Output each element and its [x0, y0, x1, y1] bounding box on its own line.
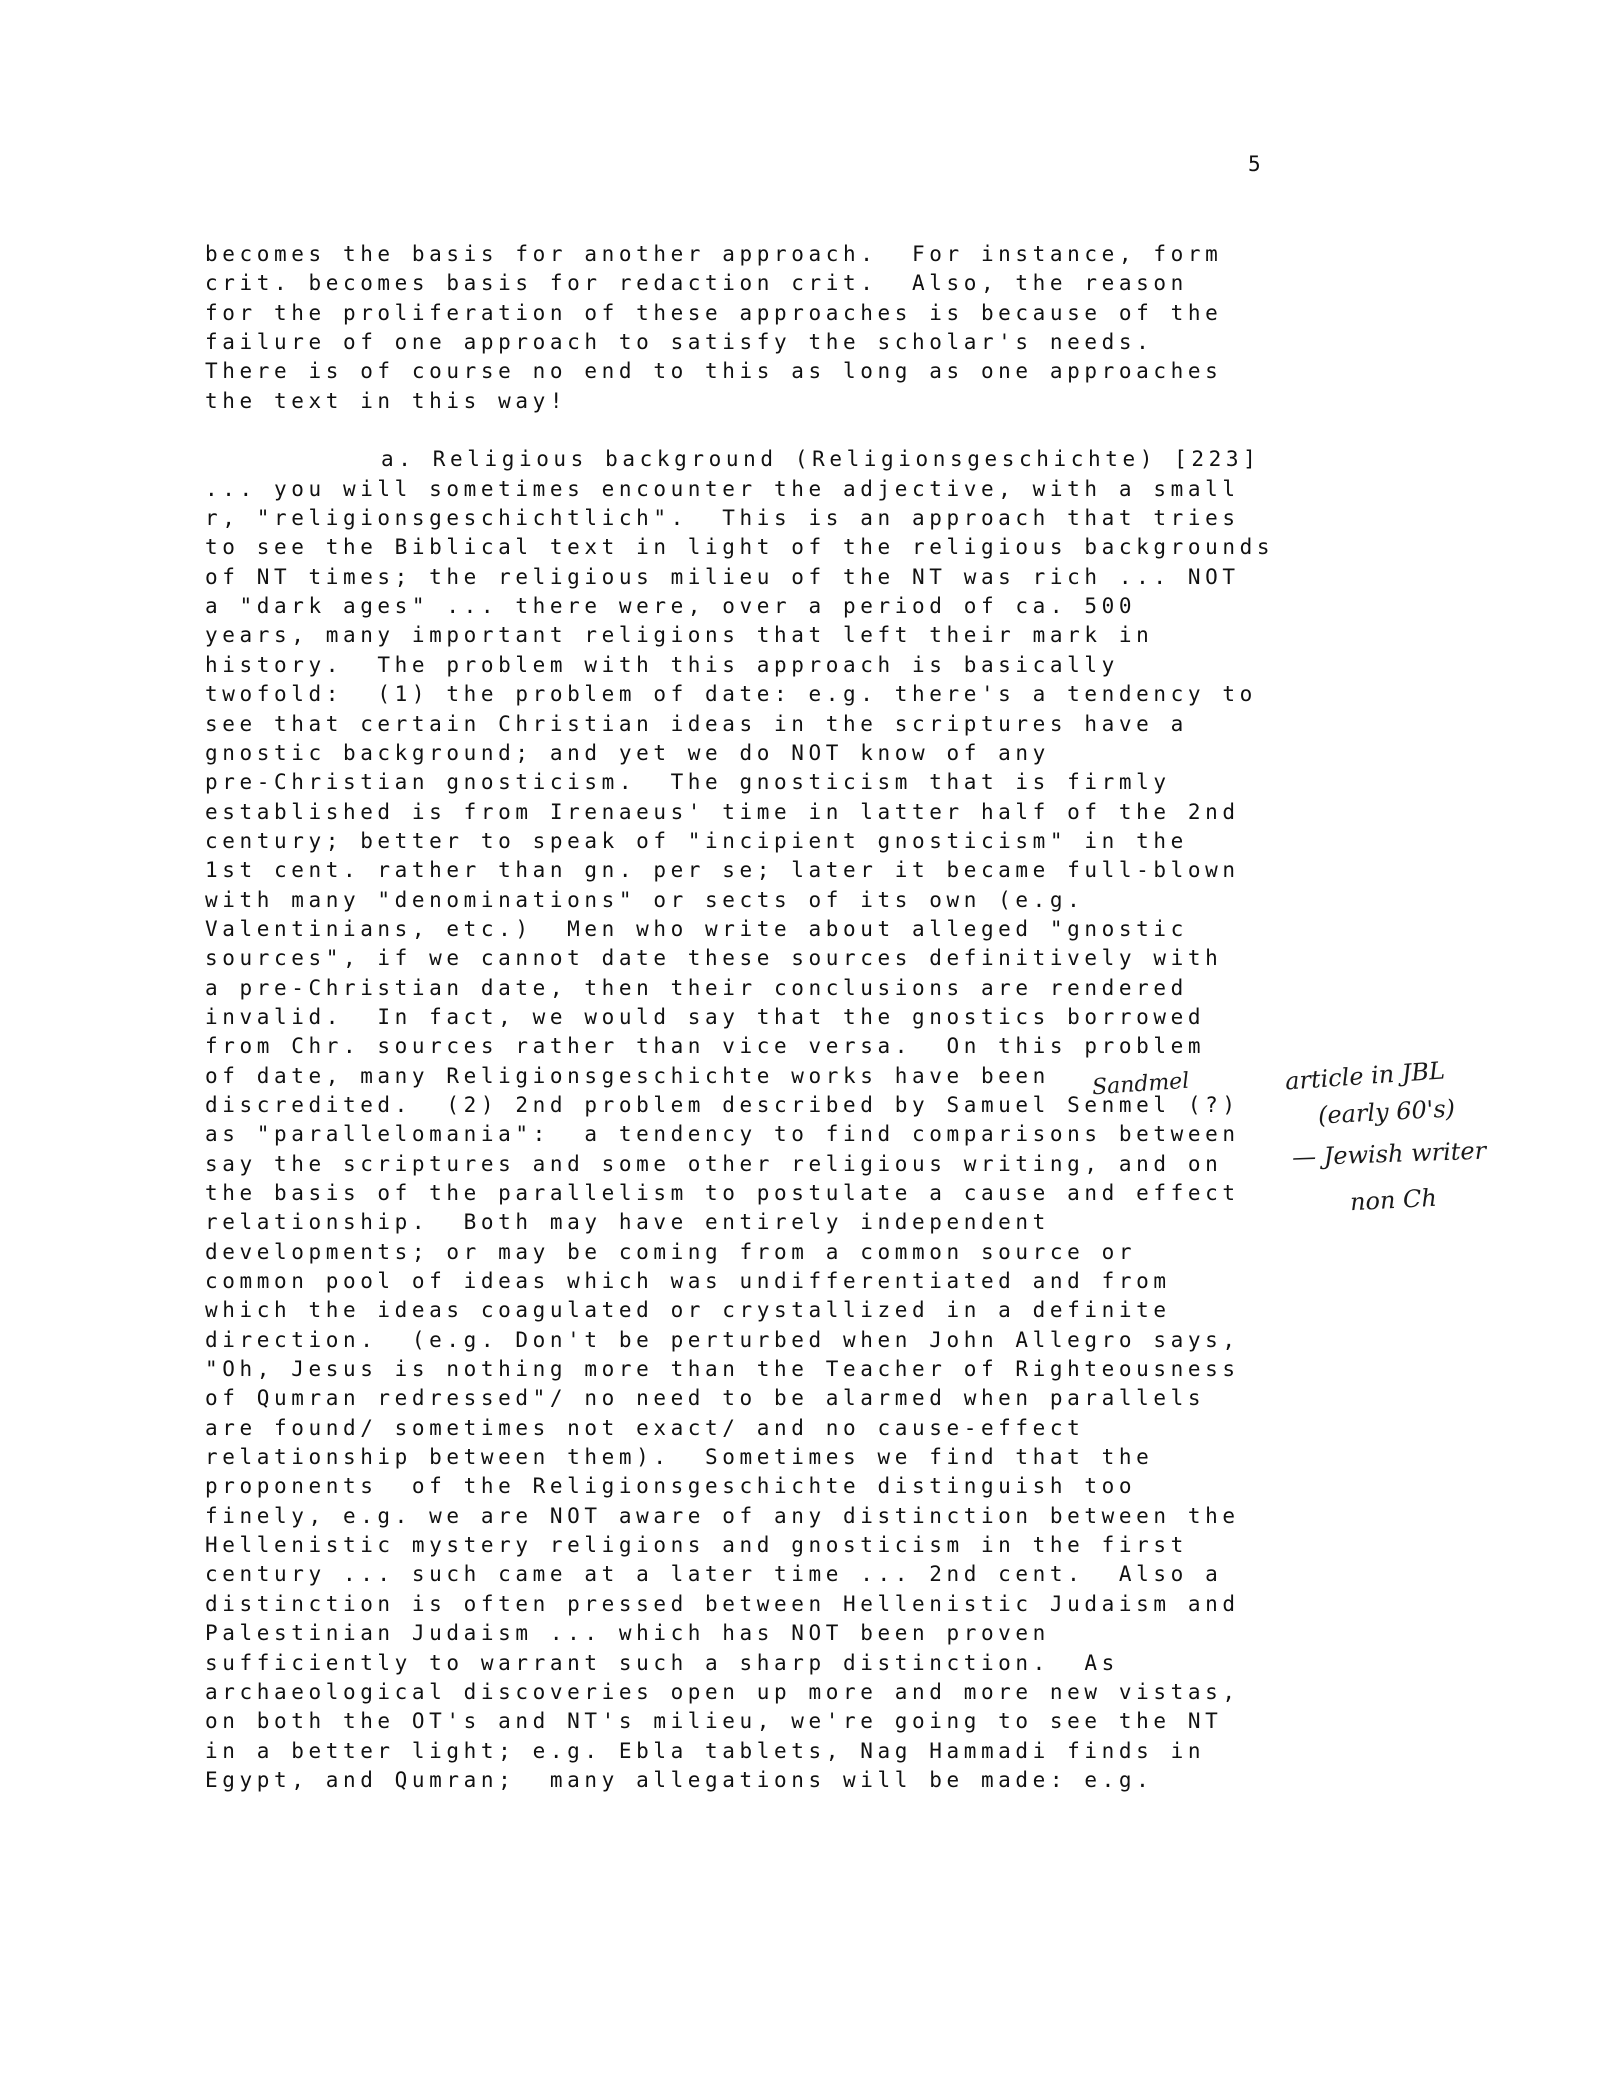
text-line: a pre-Christian date, then their conclusions are rendered	[205, 975, 1188, 1000]
section-heading: a. Religious background (Religionsgeschichte) [223]	[381, 447, 1261, 472]
handwritten-margin-note-line: non Ch	[1349, 1183, 1438, 1217]
text-line: discredited. (2) 2nd problem described by Samuel Senmel (?)	[205, 1092, 1240, 1117]
text-line: Palestinian Judaism ... which has NOT been proven	[205, 1621, 1050, 1646]
text-line: direction. (e.g. Don't be perturbed when John Allegro says,	[205, 1327, 1240, 1352]
text-line: the text in this way!	[205, 388, 568, 413]
text-line: proponents of the Religionsgeschichte distinguish too	[205, 1474, 1137, 1499]
text-line: in a better light; e.g. Ebla tablets, Nag Hammadi finds in	[205, 1738, 1206, 1763]
text-line: of date, many Religionsgeschichte works have been	[205, 1063, 1050, 1088]
text-line: century; better to speak of "incipient gnosticism" in the	[205, 828, 1188, 853]
text-line: gnostic background; and yet we do NOT know of any	[205, 740, 1050, 765]
handwritten-correction: Sandmel	[1091, 1068, 1191, 1101]
text-line: r, "religionsgeschichtlich". This is an approach that tries	[205, 506, 1240, 531]
text-line: years, many important religions that left their mark in	[205, 623, 1154, 648]
text-line: see that certain Christian ideas in the scriptures have a	[205, 711, 1188, 736]
text-line: are found/ sometimes not exact/ and no cause-effect	[205, 1415, 1085, 1440]
handwritten-margin-note-line: — Jewish writer	[1291, 1136, 1487, 1172]
text-line: Hellenistic mystery religions and gnosticism in the first	[205, 1533, 1188, 1558]
text-line: a "dark ages" ... there were, over a period of ca. 500	[205, 594, 1137, 619]
text-line: century ... such came at a later time ... 2nd cent. Also a	[205, 1562, 1223, 1587]
handwritten-margin-note-line: (early 60's)	[1317, 1094, 1456, 1130]
text-line: say the scriptures and some other religious writing, and on	[205, 1151, 1223, 1176]
text-line: finely, e.g. we are NOT aware of any distinction between the	[205, 1503, 1240, 1528]
text-line	[205, 1795, 1325, 1824]
paragraph-intro	[205, 240, 1325, 416]
text-line: which the ideas coagulated or crystallized in a definite	[205, 1298, 1171, 1323]
text-line: failure of one approach to satisfy the scholar's needs.	[205, 330, 1154, 355]
text-line: "Oh, Jesus is nothing more than the Teacher of Righteousness	[205, 1357, 1240, 1382]
page-number: 5	[1248, 152, 1261, 176]
text-line: becomes the basis for another approach. For instance, form	[205, 242, 1223, 266]
text-line: of NT times; the religious milieu of the NT was rich ... NOT	[205, 564, 1240, 589]
text-line: relationship between them). Sometimes we find that the	[205, 1445, 1154, 1470]
text-line: from Chr. sources rather than vice versa. On this problem	[205, 1034, 1206, 1059]
text-line: as "parallelomania": a tendency to find comparisons between	[205, 1122, 1240, 1147]
handwritten-margin-note-line: article in JBL	[1284, 1056, 1446, 1096]
text-line: relationship. Both may have entirely independent	[205, 1210, 1050, 1235]
text-line: for the proliferation of these approaches is because of the	[205, 300, 1223, 325]
text-line: pre-Christian gnosticism. The gnosticism that is firmly	[205, 770, 1171, 795]
text-line: archaeological discoveries open up more and more new vistas,	[205, 1679, 1240, 1704]
text-line: 1st cent. rather than gn. per se; later it became full-blown	[205, 858, 1240, 883]
text-line: common pool of ideas which was undifferentiated and from	[205, 1269, 1171, 1294]
text-line: crit. becomes basis for redaction crit. Also, the reason	[205, 271, 1188, 296]
text-line: the basis of the parallelism to postulate a cause and effect	[205, 1181, 1240, 1205]
text-line: with many "denominations" or sects of its own (e.g.	[205, 887, 1085, 912]
text-line: distinction is often pressed between Hellenistic Judaism and	[205, 1591, 1240, 1616]
text-line: established is from Irenaeus' time in latter half of the 2nd	[205, 799, 1240, 824]
text-line: history. The problem with this approach is basically	[205, 652, 1119, 677]
text-line: Egypt, and Qumran; many allegations will be made: e.g.	[205, 1767, 1154, 1792]
text-line: sources", if we cannot date these sources definitively with	[205, 946, 1223, 971]
paragraph-gap	[205, 416, 1325, 445]
text-line: invalid. In fact, we would say that the gnostics borrowed	[205, 1004, 1206, 1029]
text-line: of Qumran redressed"/ no need to be alarmed when parallels	[205, 1386, 1206, 1411]
text-line: twofold: (1) the problem of date: e.g. there's a tendency to	[205, 682, 1257, 707]
text-line: There is of course no end to this as long as one approaches	[205, 359, 1223, 384]
text-line: on both the OT's and NT's milieu, we're going to see the NT	[205, 1709, 1223, 1734]
text-line: to see the Biblical text in light of the religious backgrounds	[205, 535, 1275, 560]
paragraph-religious-background	[205, 445, 1325, 1824]
text-line: Valentinians, etc.) Men who write about alleged "gnostic	[205, 916, 1188, 941]
text-line: sufficiently to warrant such a sharp distinction. As	[205, 1650, 1119, 1675]
text-line: ... you will sometimes encounter the adjective, with a small	[205, 476, 1240, 501]
text-line: developments; or may be coming from a common source or	[205, 1239, 1137, 1264]
typewritten-text	[205, 240, 1325, 1825]
